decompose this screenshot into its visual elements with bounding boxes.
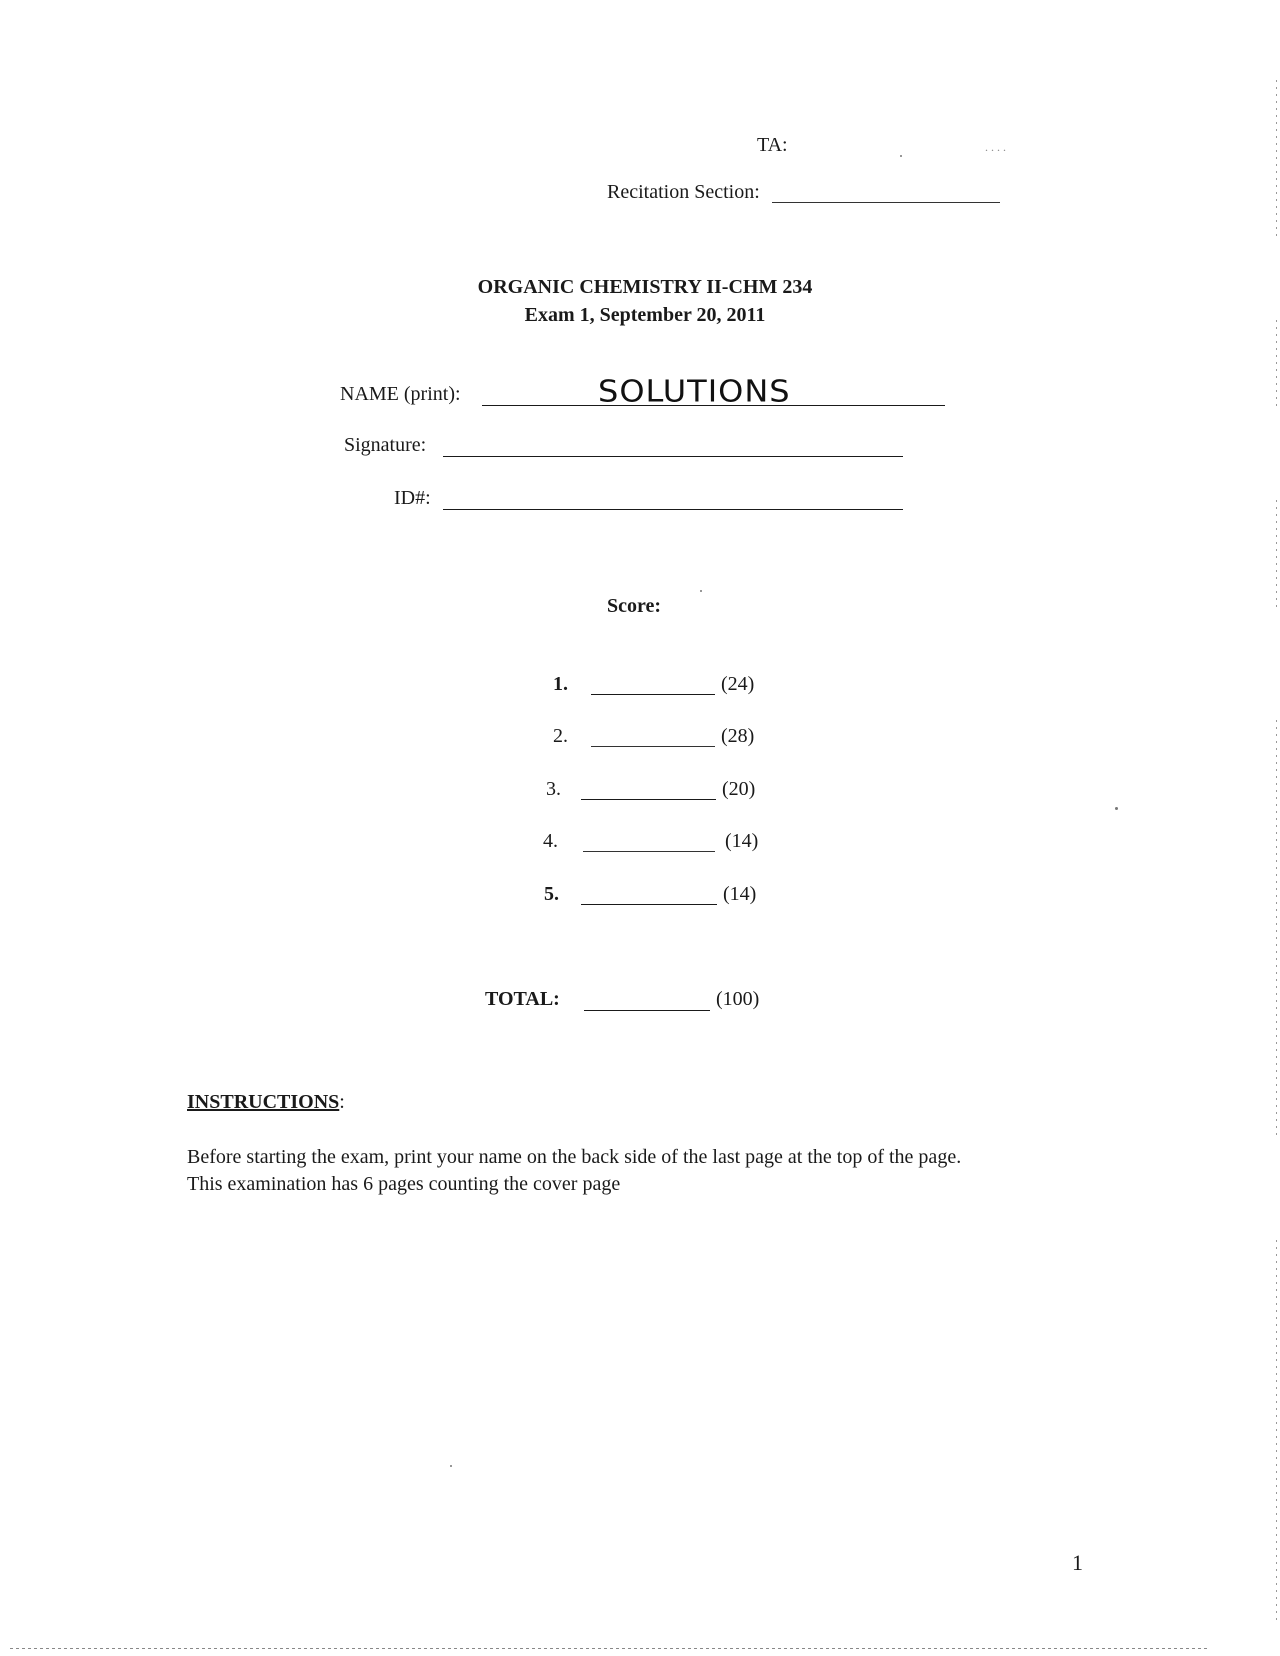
recitation-label: Recitation Section: (607, 181, 760, 203)
score-row-line (581, 904, 717, 905)
ta-field-dots: . . . . (985, 140, 1006, 154)
ta-label: TA: (757, 134, 788, 156)
instructions-line-2: This examination has 6 pages counting the cover page (187, 1173, 621, 1195)
score-row-number: 5. (544, 883, 559, 905)
scan-edge-mark (1276, 1240, 1277, 1620)
score-row-points: (20) (722, 778, 756, 800)
course-title: ORGANIC CHEMISTRY II-CHM 234 (477, 276, 813, 298)
signature-label: Signature: (344, 434, 427, 456)
score-row-number: 1. (553, 673, 568, 695)
signature-field-line (443, 456, 903, 457)
score-row-points: (28) (721, 725, 755, 747)
score-row-line (591, 694, 715, 695)
instructions-line-1: Before starting the exam, print your name on the back side of the last page at the top of the page. (187, 1146, 962, 1168)
scan-edge-mark (1276, 320, 1277, 410)
scan-edge-mark (1276, 720, 1277, 1140)
instructions-heading (187, 1091, 345, 1114)
score-heading: Score: (607, 595, 662, 617)
scan-speck (900, 155, 902, 157)
name-label: NAME (print): (340, 383, 461, 405)
score-row-line (581, 799, 716, 800)
instructions-heading-text: INSTRUCTIONS (187, 1091, 340, 1113)
score-row-points: (14) (725, 830, 759, 852)
exam-subtitle: Exam 1, September 20, 2011 (524, 304, 766, 326)
id-label: ID#: (394, 487, 431, 509)
scan-edge-mark (1276, 500, 1277, 610)
total-label: TOTAL: (485, 988, 560, 1010)
scan-speck (450, 1465, 452, 1467)
page-number: 1 (1072, 1550, 1083, 1575)
scan-edge-mark (1276, 80, 1277, 240)
score-row-number: 3. (546, 778, 561, 800)
score-row-points: (24) (721, 673, 755, 695)
scan-speck (700, 590, 702, 592)
instructions-heading-colon: : (339, 1091, 345, 1113)
total-points: (100) (716, 988, 760, 1010)
id-field-line (443, 509, 903, 510)
total-field-line (584, 1010, 710, 1011)
score-row-number: 4. (543, 830, 558, 852)
score-row-line (583, 851, 715, 852)
recitation-field-line (772, 202, 1000, 203)
score-row-number: 2. (553, 725, 568, 747)
score-row-line (591, 746, 715, 747)
scan-bottom-edge (10, 1648, 1210, 1649)
score-row-points: (14) (723, 883, 757, 905)
scan-speck (1115, 807, 1118, 810)
name-handwritten-value: SOLUTIONS (598, 372, 791, 410)
